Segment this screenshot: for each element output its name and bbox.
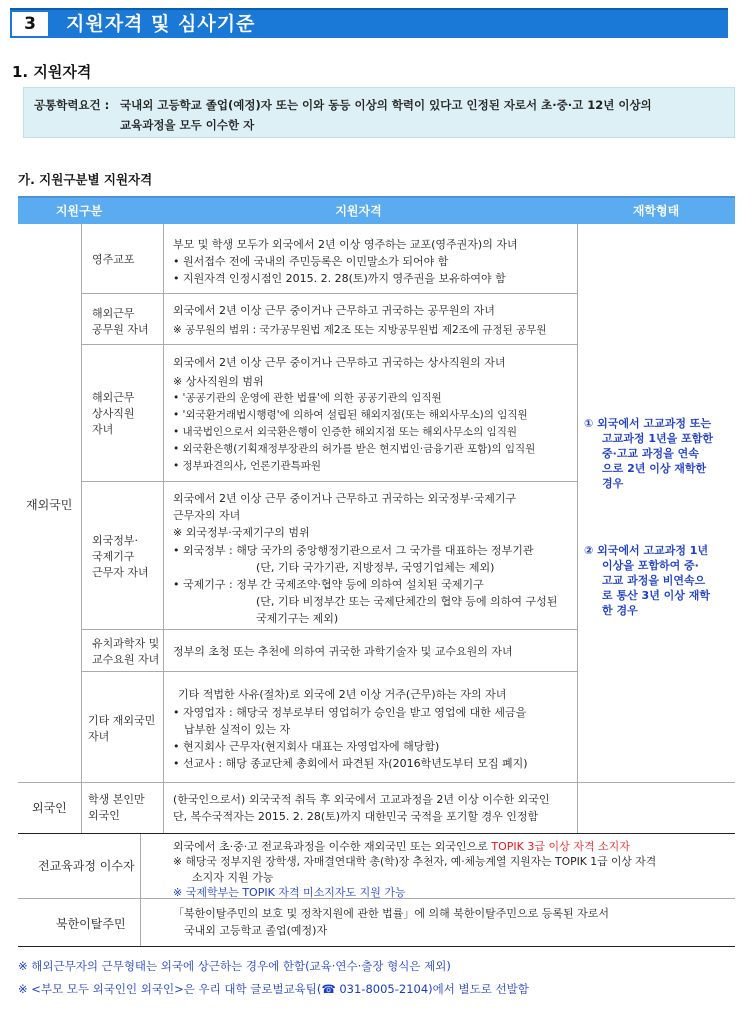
defector-line2: 국내외 고등학교 졸업(예정)자: [184, 924, 328, 937]
header-qualification: 지원자격: [335, 204, 382, 218]
enrollment-option-2: ② 외국에서 고교과정 1년 이상을 포함하여 중· 고교 과정을 비연속으 로 통산 3년 이상 재학 한 경우: [584, 544, 710, 617]
topik-requirement-highlight: TOPIK 3급 이상 자격 소지자: [491, 840, 630, 853]
footnote-1: ※ 해외근무자의 근무형태는 외국에 상근하는 경우에 한함(교육·연수·출장 형식은 제외): [18, 959, 451, 973]
scientist-line: 정부의 초청 또는 추천에 의하여 귀국한 과학기술자 및 교수요원의 자녀: [173, 645, 513, 658]
category-official: 공무원 자녀: [92, 323, 149, 336]
official-line: ※ 공무원의 범위 : 국가공무원법 제2조 또는 지방공무원법 제2조에 규정된 공무원: [173, 324, 547, 336]
other-line: 납부한 실적이 있는 자: [184, 723, 291, 736]
header-category: 지원구분: [55, 204, 103, 218]
enrollment-option-1: ① 외국에서 고교과정 또는 고교과정 1년을 포함한 중·고교 과정을 연속 으로 2년 이상 재학한 경우: [584, 417, 713, 490]
category-other: 기타 재외국민: [88, 714, 156, 727]
intl-line: ※ 외국정부·국제기구의 범위: [173, 526, 310, 539]
category-business: 해외근무: [92, 391, 135, 404]
divider: [140, 833, 141, 946]
business-line: ※ 상사직원의 범위: [173, 375, 264, 388]
business-line: • 외국환은행(기획재정부장관의 허가를 받은 현지법인·금융기관 포함)의 임직원: [173, 443, 536, 455]
divider: [81, 629, 577, 630]
official-line: 외국에서 2년 이상 근무 중이거나 근무하고 귀국하는 공무원의 자녀: [173, 304, 495, 317]
fullcourse-line2: ※ 해당국 정부지원 장학생, 자매결연대학 총(학)장 추천자, 예·체능계열 지원자는 TOPIK 1급 이상 자격: [173, 855, 657, 868]
intl-line: • 외국정부 : 해당 국가의 중앙행정기관으로서 그 국가를 대표하는 정부기관: [173, 544, 534, 557]
category-fullcourse: 전교육과정 이수자: [38, 859, 135, 873]
business-line: • 내국법인으로서 외국환은행이 인증한 해외지점 또는 해외사무소의 임직원: [173, 426, 517, 438]
intl-line: (단, 기타 국가기관, 지방정부, 국영기업체는 제외): [256, 561, 495, 574]
business-line: • 정부파견의사, 언론기관특파원: [173, 460, 322, 472]
permanent-line: • 지원자격 인정시점인 2015. 2. 28(토)까지 영주권을 보유하여야 함: [173, 272, 506, 285]
table-title: 가. 지원구분별 지원자격: [18, 172, 153, 187]
category-defector: 북한이탈주민: [56, 917, 126, 931]
section-number: 3: [10, 10, 50, 38]
divider: [163, 224, 164, 833]
business-line: • '공공기관의 운영에 관한 법률'에 의한 공공기관의 임직원: [173, 392, 442, 404]
intl-line: 국제기구는 제외): [256, 612, 339, 625]
category-intl: 외국정부·: [92, 534, 139, 547]
table-header-row: [18, 198, 735, 224]
fullcourse-line1: 외국에서 초·중·고 전교육과정을 이수한 재외국민 또는 외국인으로 TOPIK 3급 이상 자격 소지자: [173, 840, 630, 853]
divider: [81, 344, 577, 345]
group-overseas-koreans: 재외국민: [26, 498, 73, 512]
divider: [81, 671, 577, 672]
category-foreigner: 외국인: [88, 809, 120, 822]
common-requirement-line1: 국내외 고등학교 졸업(예정)자 또는 이와 동등 이상의 학력이 있다고 인정된 자로서 초·중·고 12년 이상의: [120, 98, 652, 112]
divider: [81, 481, 577, 482]
foreigner-line: (한국인으로서) 외국국적 취득 후 외국에서 고교과정을 2년 이상 이수한 외국인: [173, 793, 550, 806]
divider: [18, 833, 735, 834]
divider: [577, 224, 578, 833]
intl-line: 근무자의 자녀: [173, 509, 241, 522]
common-requirement-label: 공통학력요건 :: [34, 98, 110, 112]
section-header: [10, 8, 728, 38]
header-enrollment: 재학형태: [632, 204, 680, 218]
other-line: • 선교사 : 해당 종교단체 총회에서 파견된 자(2016학년도부터 모집 폐지): [173, 757, 528, 770]
eligibility-table: [18, 196, 735, 946]
fullcourse-line3: 소지자 지원 가능: [192, 871, 274, 884]
defector-line1: 「북한이탈주민의 보호 및 정착지원에 관한 법률」에 의해 북한이탈주민으로 등록된 자로서: [173, 907, 610, 920]
permanent-line: 부모 및 학생 모두가 외국에서 2년 이상 영주하는 교포(영주권자)의 자녀: [173, 238, 518, 251]
divider: [18, 782, 735, 783]
other-line: 기타 적법한 사유(절차)로 외국에 2년 이상 거주(근무)하는 자의 자녀: [178, 688, 507, 701]
intl-line: (단, 기타 비정부간 또는 국제단체간의 협약 등에 의하여 구성된: [256, 595, 558, 608]
business-line: 외국에서 2년 이상 근무 중이거나 근무하고 귀국하는 상사직원의 자녀: [173, 356, 506, 369]
fullcourse-line4: ※ 국제학부는 TOPIK 자격 미소지자도 지원 가능: [173, 886, 406, 899]
category-other: 자녀: [88, 730, 110, 743]
group-foreigner: 외국인: [32, 801, 67, 815]
divider: [81, 293, 577, 294]
intl-line: • 국제기구 : 정부 간 국제조약·협약 등에 의하여 설치된 국제기구: [173, 578, 484, 591]
category-business: 자녀: [92, 423, 114, 436]
common-requirement-line2: 교육과정을 모두 이수한 자: [120, 118, 255, 132]
other-line: • 자영업자 : 해당국 정부로부터 영업허가 승인을 받고 영업에 대한 세금을: [173, 706, 527, 719]
category-official: 해외근무: [92, 307, 135, 320]
foreigner-line: 단, 복수국적자는 2015. 2. 28(토)까지 대한민국 국적을 포기할 경우 인정함: [173, 810, 539, 823]
other-line: • 현지회사 근무자(현지회사 대표는 자영업자에 해당함): [173, 740, 440, 753]
intl-line: 외국에서 2년 이상 근무 중이거나 근무하고 귀국하는 외국정부·국제기구: [173, 492, 517, 505]
divider: [81, 224, 82, 833]
subsection-title: 1. 지원자격: [12, 63, 92, 81]
category-scientist: 교수요원 자녀: [92, 653, 160, 666]
section-title: 지원자격 및 심사기준: [66, 13, 256, 35]
category-business: 상사직원: [92, 407, 135, 420]
footnote-2: ※ <부모 모두 외국인인 외국인>은 우리 대학 글로벌교육팀(☎ 031-8005-2104)에서 별도로 선발함: [18, 982, 529, 996]
business-line: • '외국환거래법시행령'에 의하여 설립된 해외지점(또는 해외사무소)의 임직원: [173, 409, 528, 421]
category-foreigner: 학생 본인만: [88, 793, 145, 806]
category-permanent: 영주교포: [92, 253, 135, 266]
category-intl: 국제기구: [92, 550, 135, 563]
category-intl: 근무자 자녀: [92, 566, 149, 579]
common-requirement-box: [23, 87, 735, 138]
category-scientist: 유치과학자 및: [92, 637, 160, 650]
permanent-line: • 원서접수 전에 국내의 주민등록은 이민말소가 되어야 함: [173, 255, 449, 268]
divider: [18, 946, 735, 947]
